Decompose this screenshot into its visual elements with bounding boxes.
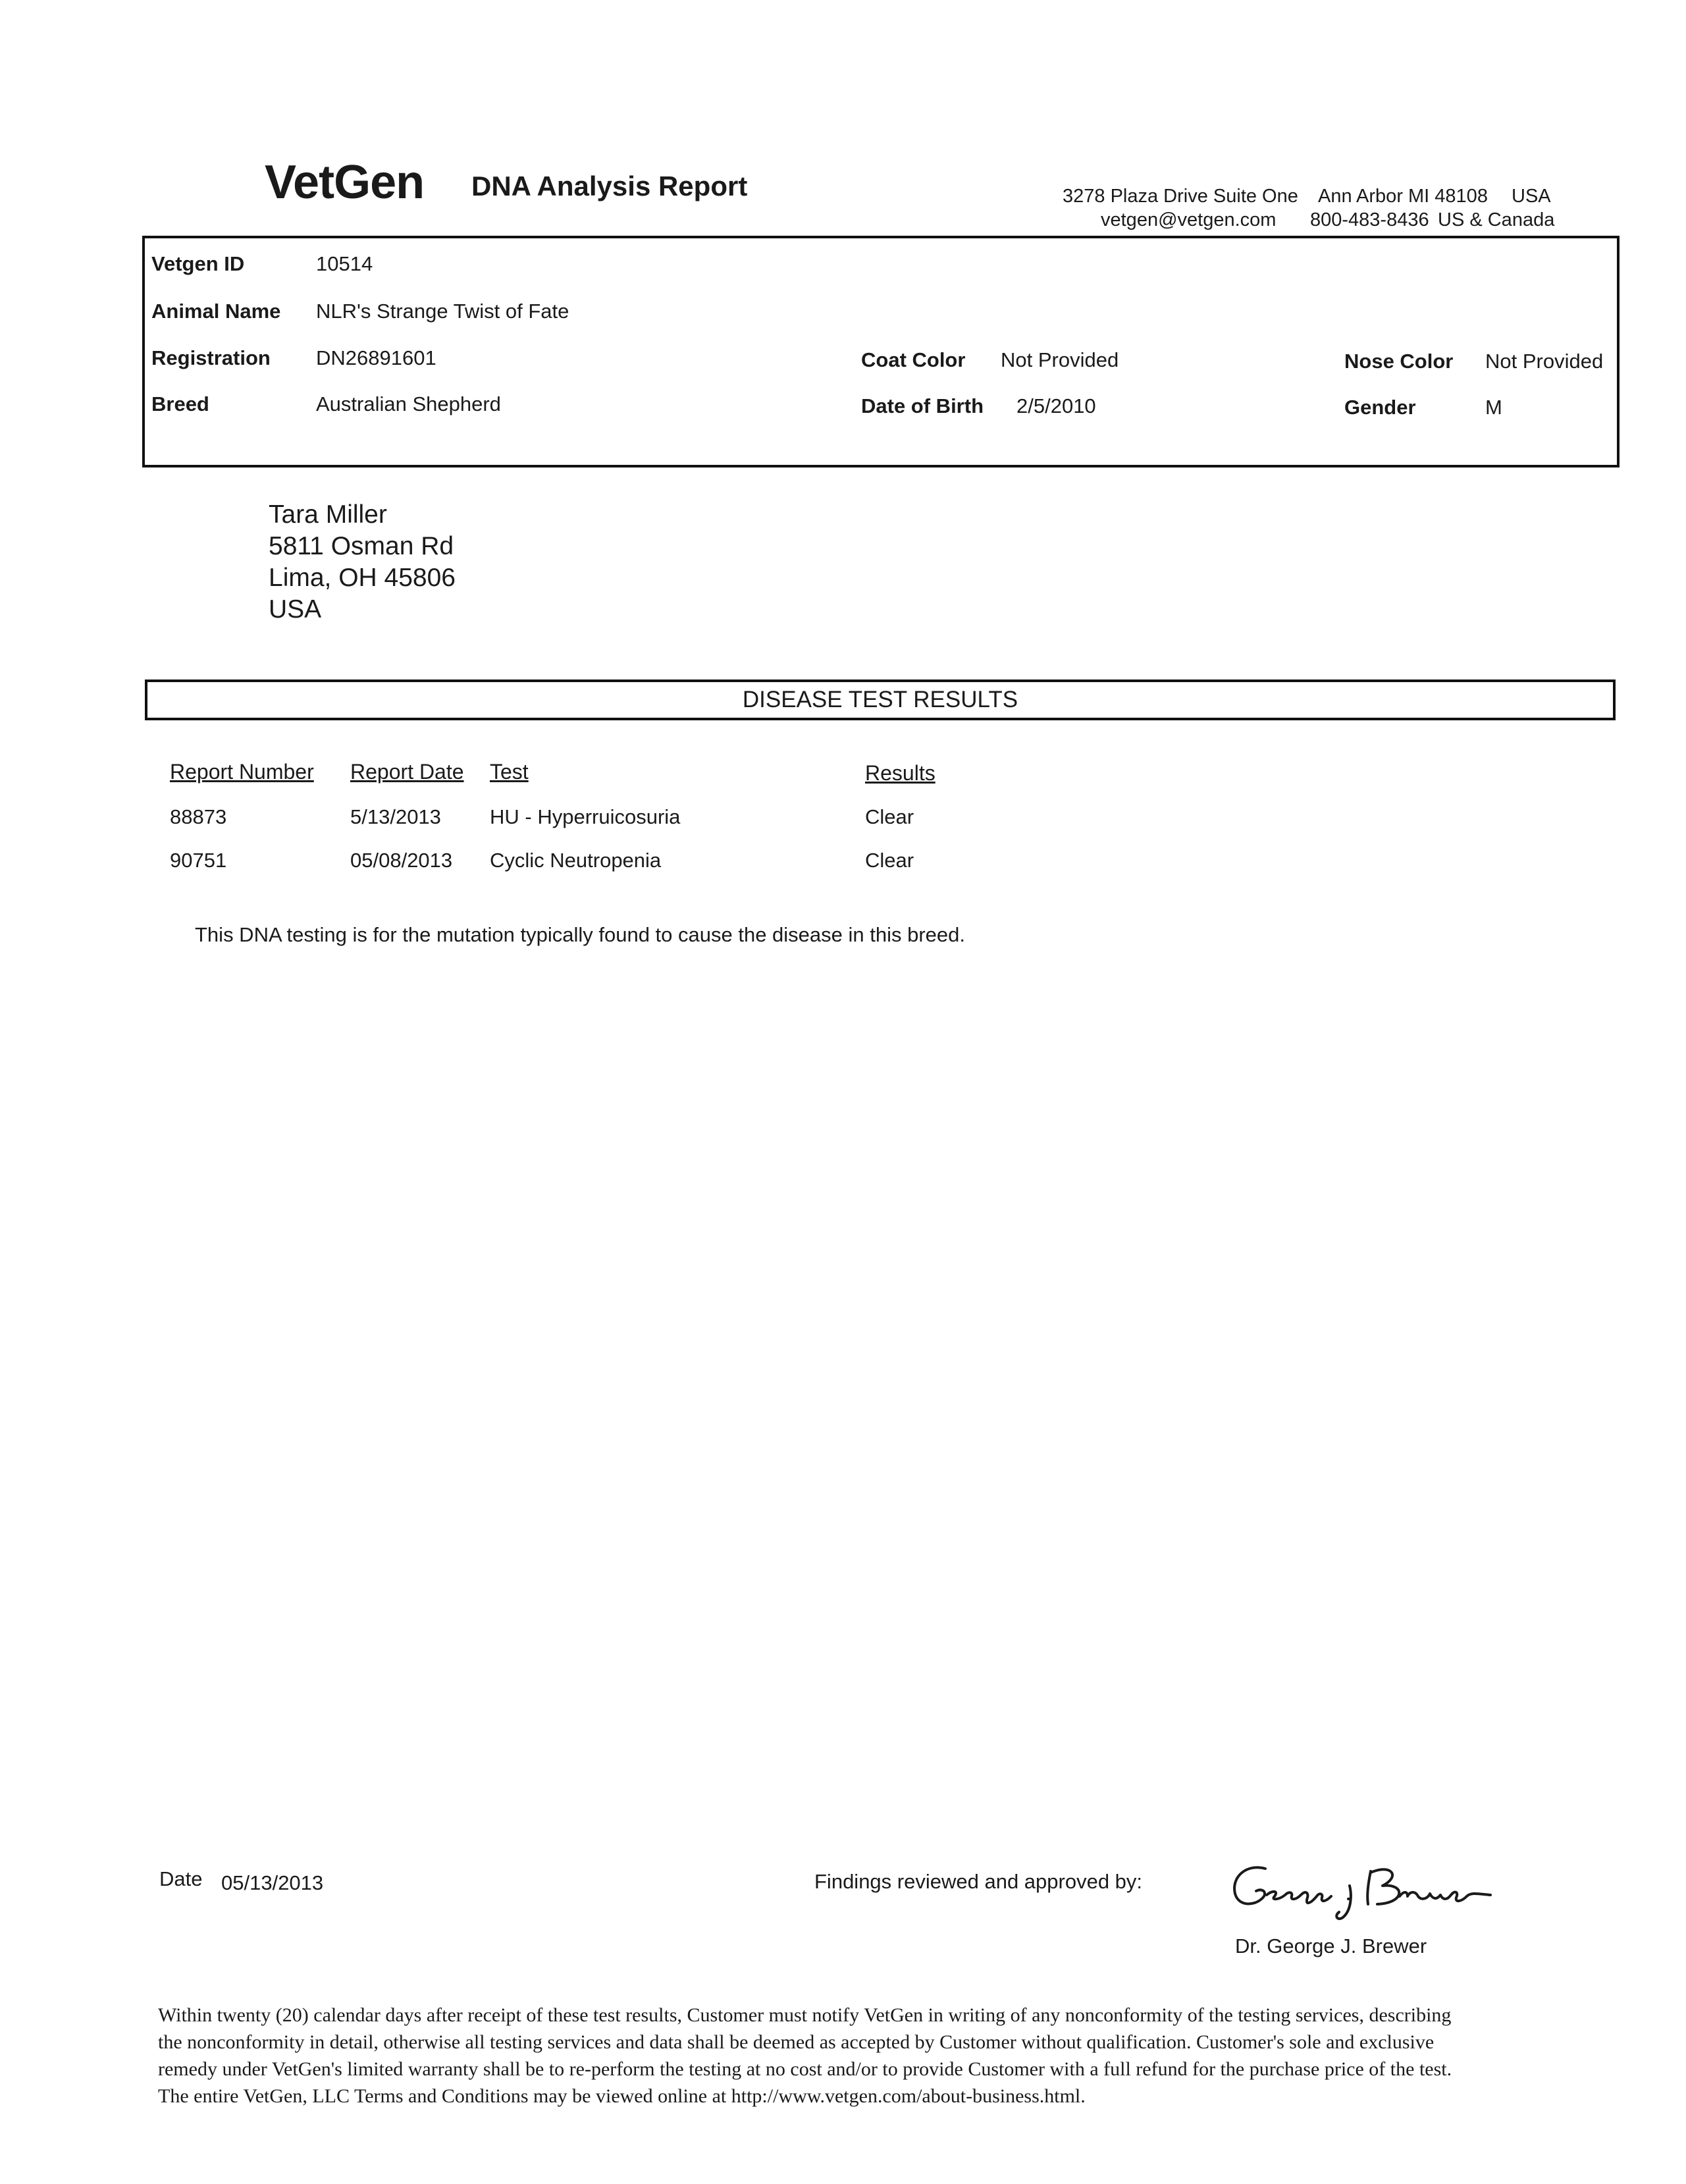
signer-name: Dr. George J. Brewer	[1235, 1934, 1427, 1958]
date-label: Date	[159, 1867, 203, 1890]
report-title: DNA Analysis Report	[471, 171, 748, 201]
gender-label: Gender	[1344, 396, 1416, 419]
col-header-report-number: Report Number	[170, 760, 314, 784]
nose-color-label: Nose Color	[1344, 350, 1454, 373]
registration-value: DN26891601	[316, 346, 436, 369]
table-cell-test: Cyclic Neutropenia	[490, 849, 662, 872]
address-street: 3278 Plaza Drive Suite One	[1063, 186, 1298, 207]
dna-testing-note: This DNA testing is for the mutation typically found to cause the disease in this breed.	[195, 923, 966, 946]
owner-name: Tara Miller	[269, 500, 387, 529]
table-cell-result: Clear	[865, 849, 914, 872]
table-cell-report-number: 88873	[170, 805, 227, 828]
col-header-results: Results	[865, 761, 935, 785]
approval-label: Findings reviewed and approved by:	[814, 1870, 1143, 1893]
date-value: 05/13/2013	[221, 1871, 324, 1894]
handwritten-signature	[1227, 1857, 1504, 1929]
col-header-test: Test	[490, 760, 529, 784]
legal-disclaimer: Within twenty (20) calendar days after receipt of these test results, Customer must notify VetGen in writing of any nonconformity of the testing services, describing the nonconformity in detail, otherwise all testing services and data shall be deemed as accepted by Customer without qualification. Customer's sole and exclusive remedy under VetGen's limited warranty shall be to re-perform the testing at no cost and/or to provide Customer with a full refund for the purchase price of the test. The entire VetGen, LLC Terms and Conditions may be viewed online at http://www.vetgen.com/about-business.html.	[158, 2004, 1452, 2107]
table-cell-result: Clear	[865, 805, 914, 828]
address-city: Ann Arbor MI 48108	[1318, 186, 1488, 207]
coat-color-value: Not Provided	[1001, 348, 1119, 371]
registration-label: Registration	[151, 346, 271, 369]
breed-label: Breed	[151, 392, 209, 415]
breed-value: Australian Shepherd	[316, 392, 501, 415]
table-cell-report-date: 5/13/2013	[350, 805, 441, 828]
date-of-birth-label: Date of Birth	[861, 394, 984, 417]
disease-test-results-heading: DISEASE TEST RESULTS	[145, 679, 1616, 720]
owner-country: USA	[269, 595, 322, 624]
vetgen-id-value: 10514	[316, 252, 373, 275]
animal-name-label: Animal Name	[151, 300, 281, 323]
company-phone: 800-483-8436	[1310, 209, 1429, 230]
address-country: USA	[1512, 186, 1551, 207]
coat-color-label: Coat Color	[861, 348, 966, 371]
owner-city: Lima, OH 45806	[269, 564, 456, 592]
table-cell-report-number: 90751	[170, 849, 227, 872]
table-cell-test: HU - Hyperruicosuria	[490, 805, 681, 828]
nose-color-value: Not Provided	[1485, 350, 1604, 373]
company-email: vetgen@vetgen.com	[1101, 209, 1277, 230]
vetgen-id-label: Vetgen ID	[151, 252, 245, 275]
company-logo: VetGen	[265, 156, 425, 209]
table-cell-report-date: 05/08/2013	[350, 849, 453, 872]
col-header-report-date: Report Date	[350, 760, 464, 784]
gender-value: M	[1485, 396, 1502, 419]
owner-street: 5811 Osman Rd	[269, 532, 454, 560]
phone-region: US & Canada	[1438, 209, 1555, 230]
date-of-birth-value: 2/5/2010	[1016, 394, 1096, 417]
animal-name-value: NLR's Strange Twist of Fate	[316, 300, 569, 323]
